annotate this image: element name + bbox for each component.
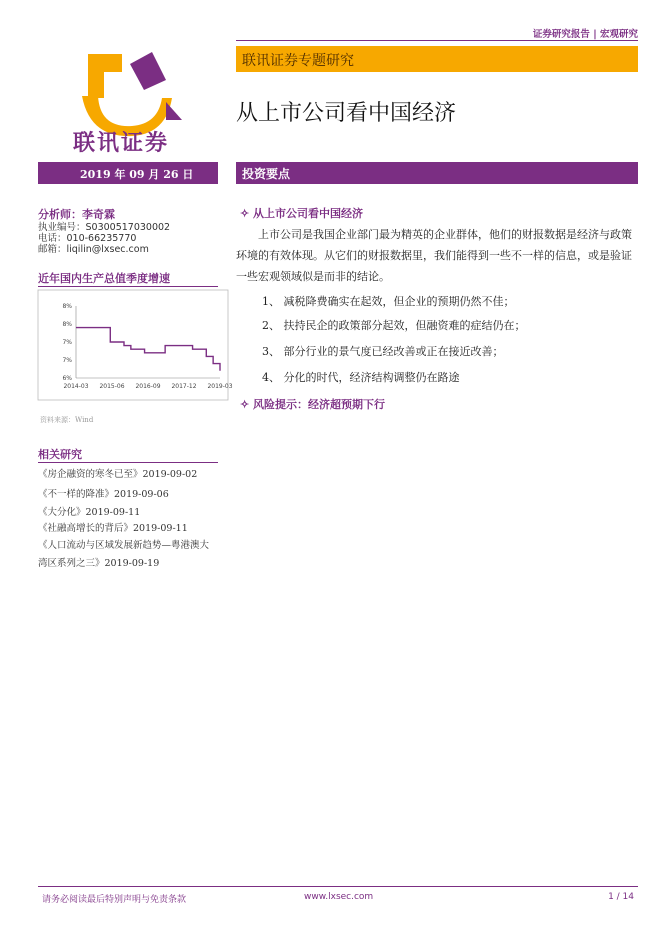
- x-tick-label: 2016-09: [135, 383, 161, 390]
- related-link[interactable]: 《大分化》2019-09-11: [38, 507, 141, 518]
- x-tick-label: 2019-03: [207, 383, 233, 390]
- risk-heading: ✧ 风险提示：经济超预期下行: [240, 398, 386, 411]
- analyst-name: 分析师：李奇霖: [38, 208, 115, 221]
- gdp-chart-title: 近年国内生产总值季度增速: [38, 272, 170, 285]
- series-label: 联讯证券专题研究: [242, 53, 354, 69]
- summary-paragraph: 上市公司是我国企业部门最为精英的企业群体，他们的财报数据是经济与政策环境的有效体现。从它们的财报数据里，我们能得到一些不一样的信息，或是验证一些宏观领域似是而非的结论。: [236, 228, 632, 283]
- related-link[interactable]: 《房企融资的寒冬已至》2019-09-02: [38, 469, 198, 480]
- logo-wordmark: 联讯证券: [73, 131, 170, 156]
- key-point: 1、 减税降费确实在起效，但企业的预期仍然不佳；: [262, 295, 515, 308]
- related-link[interactable]: 《不一样的降准》2019-09-06: [38, 489, 169, 500]
- top-divider: [236, 40, 638, 41]
- related-divider: [38, 462, 218, 463]
- y-tick-label: 6%: [62, 375, 72, 382]
- analyst-phone: 电话：010-66235770: [38, 233, 137, 244]
- key-point: 2、 扶持民企的政策部分起效，但融资难的症结仍在；: [262, 319, 526, 332]
- related-research-title: 相关研究: [38, 448, 82, 461]
- related-link-cont[interactable]: 湾区系列之三》2019-09-19: [38, 558, 160, 569]
- x-tick-label: 2014-03: [63, 383, 89, 390]
- investment-banner: [236, 162, 638, 184]
- investment-heading: 投资要点: [242, 167, 291, 181]
- report-date: 2019 年 09 月 26 日: [80, 168, 194, 181]
- website-link[interactable]: www.lxsec.com: [304, 892, 374, 902]
- key-point: 3、 部分行业的景气度已经改善或正在接近改善；: [262, 345, 504, 358]
- report-title: 从上市公司看中国经济: [236, 101, 457, 126]
- y-tick-label: 8%: [62, 303, 72, 310]
- key-point: 4、 分化的时代，经济结构调整仍在路途: [262, 371, 460, 384]
- gdp-growth-chart: [38, 290, 233, 400]
- x-tick-label: 2015-06: [99, 383, 125, 390]
- footer-divider: [38, 886, 638, 887]
- series-banner: [236, 46, 638, 72]
- y-tick-label: 7%: [62, 339, 72, 346]
- report-tag: 证券研究报告 | 宏观研究: [532, 29, 638, 40]
- page-number: 1 / 14: [608, 892, 634, 902]
- y-tick-label: 7%: [62, 357, 72, 364]
- chart-source: 资料来源：Wind: [40, 416, 94, 424]
- section-heading: ✧ 从上市公司看中国经济: [240, 207, 364, 220]
- date-banner: [38, 162, 218, 184]
- y-tick-label: 8%: [62, 321, 72, 328]
- related-link[interactable]: 《人口流动与区域发展新趋势—粤港澳大: [38, 540, 210, 551]
- related-link[interactable]: 《社融高增长的背后》2019-09-11: [38, 523, 188, 534]
- disclaimer-link[interactable]: 请务必阅读最后特别声明与免责条款: [42, 895, 187, 905]
- x-tick-label: 2017-12: [171, 383, 197, 390]
- gdp-divider: [38, 286, 218, 287]
- analyst-license: 执业编号：S0300517030002: [38, 222, 171, 233]
- analyst-email[interactable]: 邮箱：liqilin@lxsec.com: [38, 244, 149, 255]
